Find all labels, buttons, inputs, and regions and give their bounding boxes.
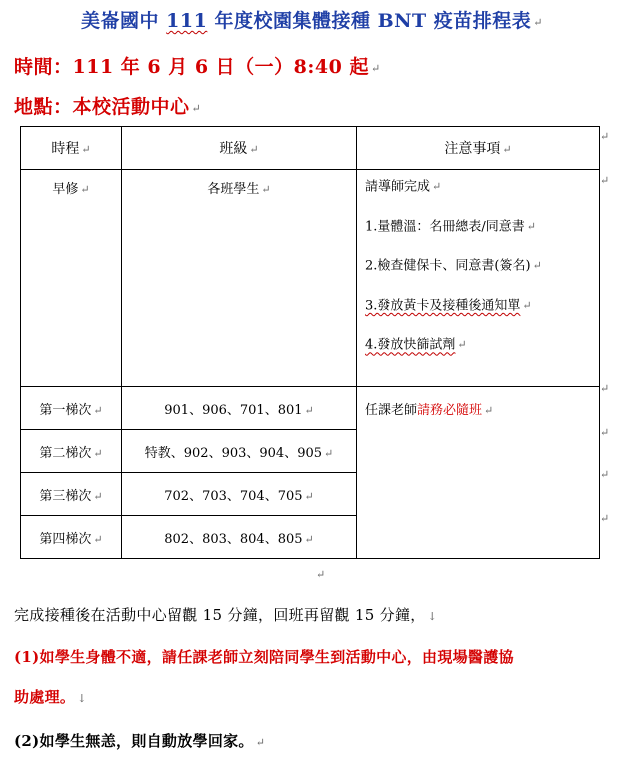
classes-cell: 702、703、704、705 ↵ xyxy=(122,473,357,516)
row-end-mark: ↵ xyxy=(600,426,610,439)
schedule-table xyxy=(20,126,600,559)
place-text: 地點：本校活動中心 xyxy=(14,96,190,118)
classes-cell: 各班學生 ↵ xyxy=(122,170,357,387)
period-cell: 第一梯次 ↵ xyxy=(21,387,122,430)
unwell-instruction-line2: 助處理。 ↓ xyxy=(14,688,87,706)
place-line xyxy=(14,92,201,119)
period-cell: 第三梯次 ↵ xyxy=(21,473,122,516)
paragraph-mark: ↵ xyxy=(533,15,543,29)
period-cell: 早修 ↵ xyxy=(21,170,122,387)
title-year: 111 xyxy=(166,10,208,32)
note-item: 2.檢查健保卡、同意書(簽名) ↵ xyxy=(365,258,542,274)
paragraph-mark: ↵ xyxy=(316,568,326,581)
unwell-instruction-line1: (1)如學生身體不適，請任課老師立刻陪同學生到活動中心，由現場醫護協 xyxy=(14,648,514,666)
classes-cell: 802、803、804、805 ↵ xyxy=(122,516,357,559)
note-item: 請導師完成 ↵ xyxy=(365,179,442,195)
note-item: 1.量體溫：名冊總表/同意書 ↵ xyxy=(365,219,537,234)
well-instruction: (2)如學生無恙，則自動放學回家。 ↵ xyxy=(14,732,266,750)
title-suffix: 年度校園集體接種 BNT 疫苗排程表 xyxy=(214,10,532,32)
header-notes: 注意事項 ↵ xyxy=(357,127,600,170)
row-end-mark: ↵ xyxy=(600,512,610,525)
classes-cell: 特教、902、903、904、905 ↵ xyxy=(122,430,357,473)
table-row xyxy=(21,170,600,387)
title-prefix: 美崙國中 xyxy=(81,10,160,32)
row-end-mark: ↵ xyxy=(600,130,610,143)
row-end-mark: ↵ xyxy=(600,174,610,187)
classes-cell: 901、906、701、801 ↵ xyxy=(122,387,357,430)
teacher-note-emphasis: 請務必隨班 xyxy=(417,403,483,418)
observation-paragraph: 完成接種後在活動中心留觀 15 分鐘，回班再留觀 15 分鐘， ↓ xyxy=(14,606,438,624)
note-item: 4.發放快篩試劑 ↵ xyxy=(365,337,467,353)
header-period: 時程 ↵ xyxy=(21,127,122,170)
period-cell: 第二梯次 ↵ xyxy=(21,430,122,473)
teacher-note-cell: 任課老師請務必隨班 ↵ xyxy=(357,387,600,559)
header-classes: 班級 ↵ xyxy=(122,127,357,170)
table-row xyxy=(21,387,600,430)
teacher-note-prefix: 任課老師 xyxy=(365,403,418,418)
paragraph-mark: ↵ xyxy=(191,101,202,115)
row-end-mark: ↵ xyxy=(600,468,610,481)
table-header-row xyxy=(21,127,600,170)
period-cell: 第四梯次 ↵ xyxy=(21,516,122,559)
notes-cell xyxy=(357,170,600,387)
paragraph-mark: ↵ xyxy=(370,61,381,75)
document-title xyxy=(0,6,624,33)
note-item: 3.發放黃卡及接種後通知單 ↵ xyxy=(365,298,532,313)
time-line xyxy=(14,52,381,79)
time-text: 時間：111 年 6 月 6 日（一）8:40 起 xyxy=(14,56,369,78)
row-end-mark: ↵ xyxy=(600,382,610,395)
